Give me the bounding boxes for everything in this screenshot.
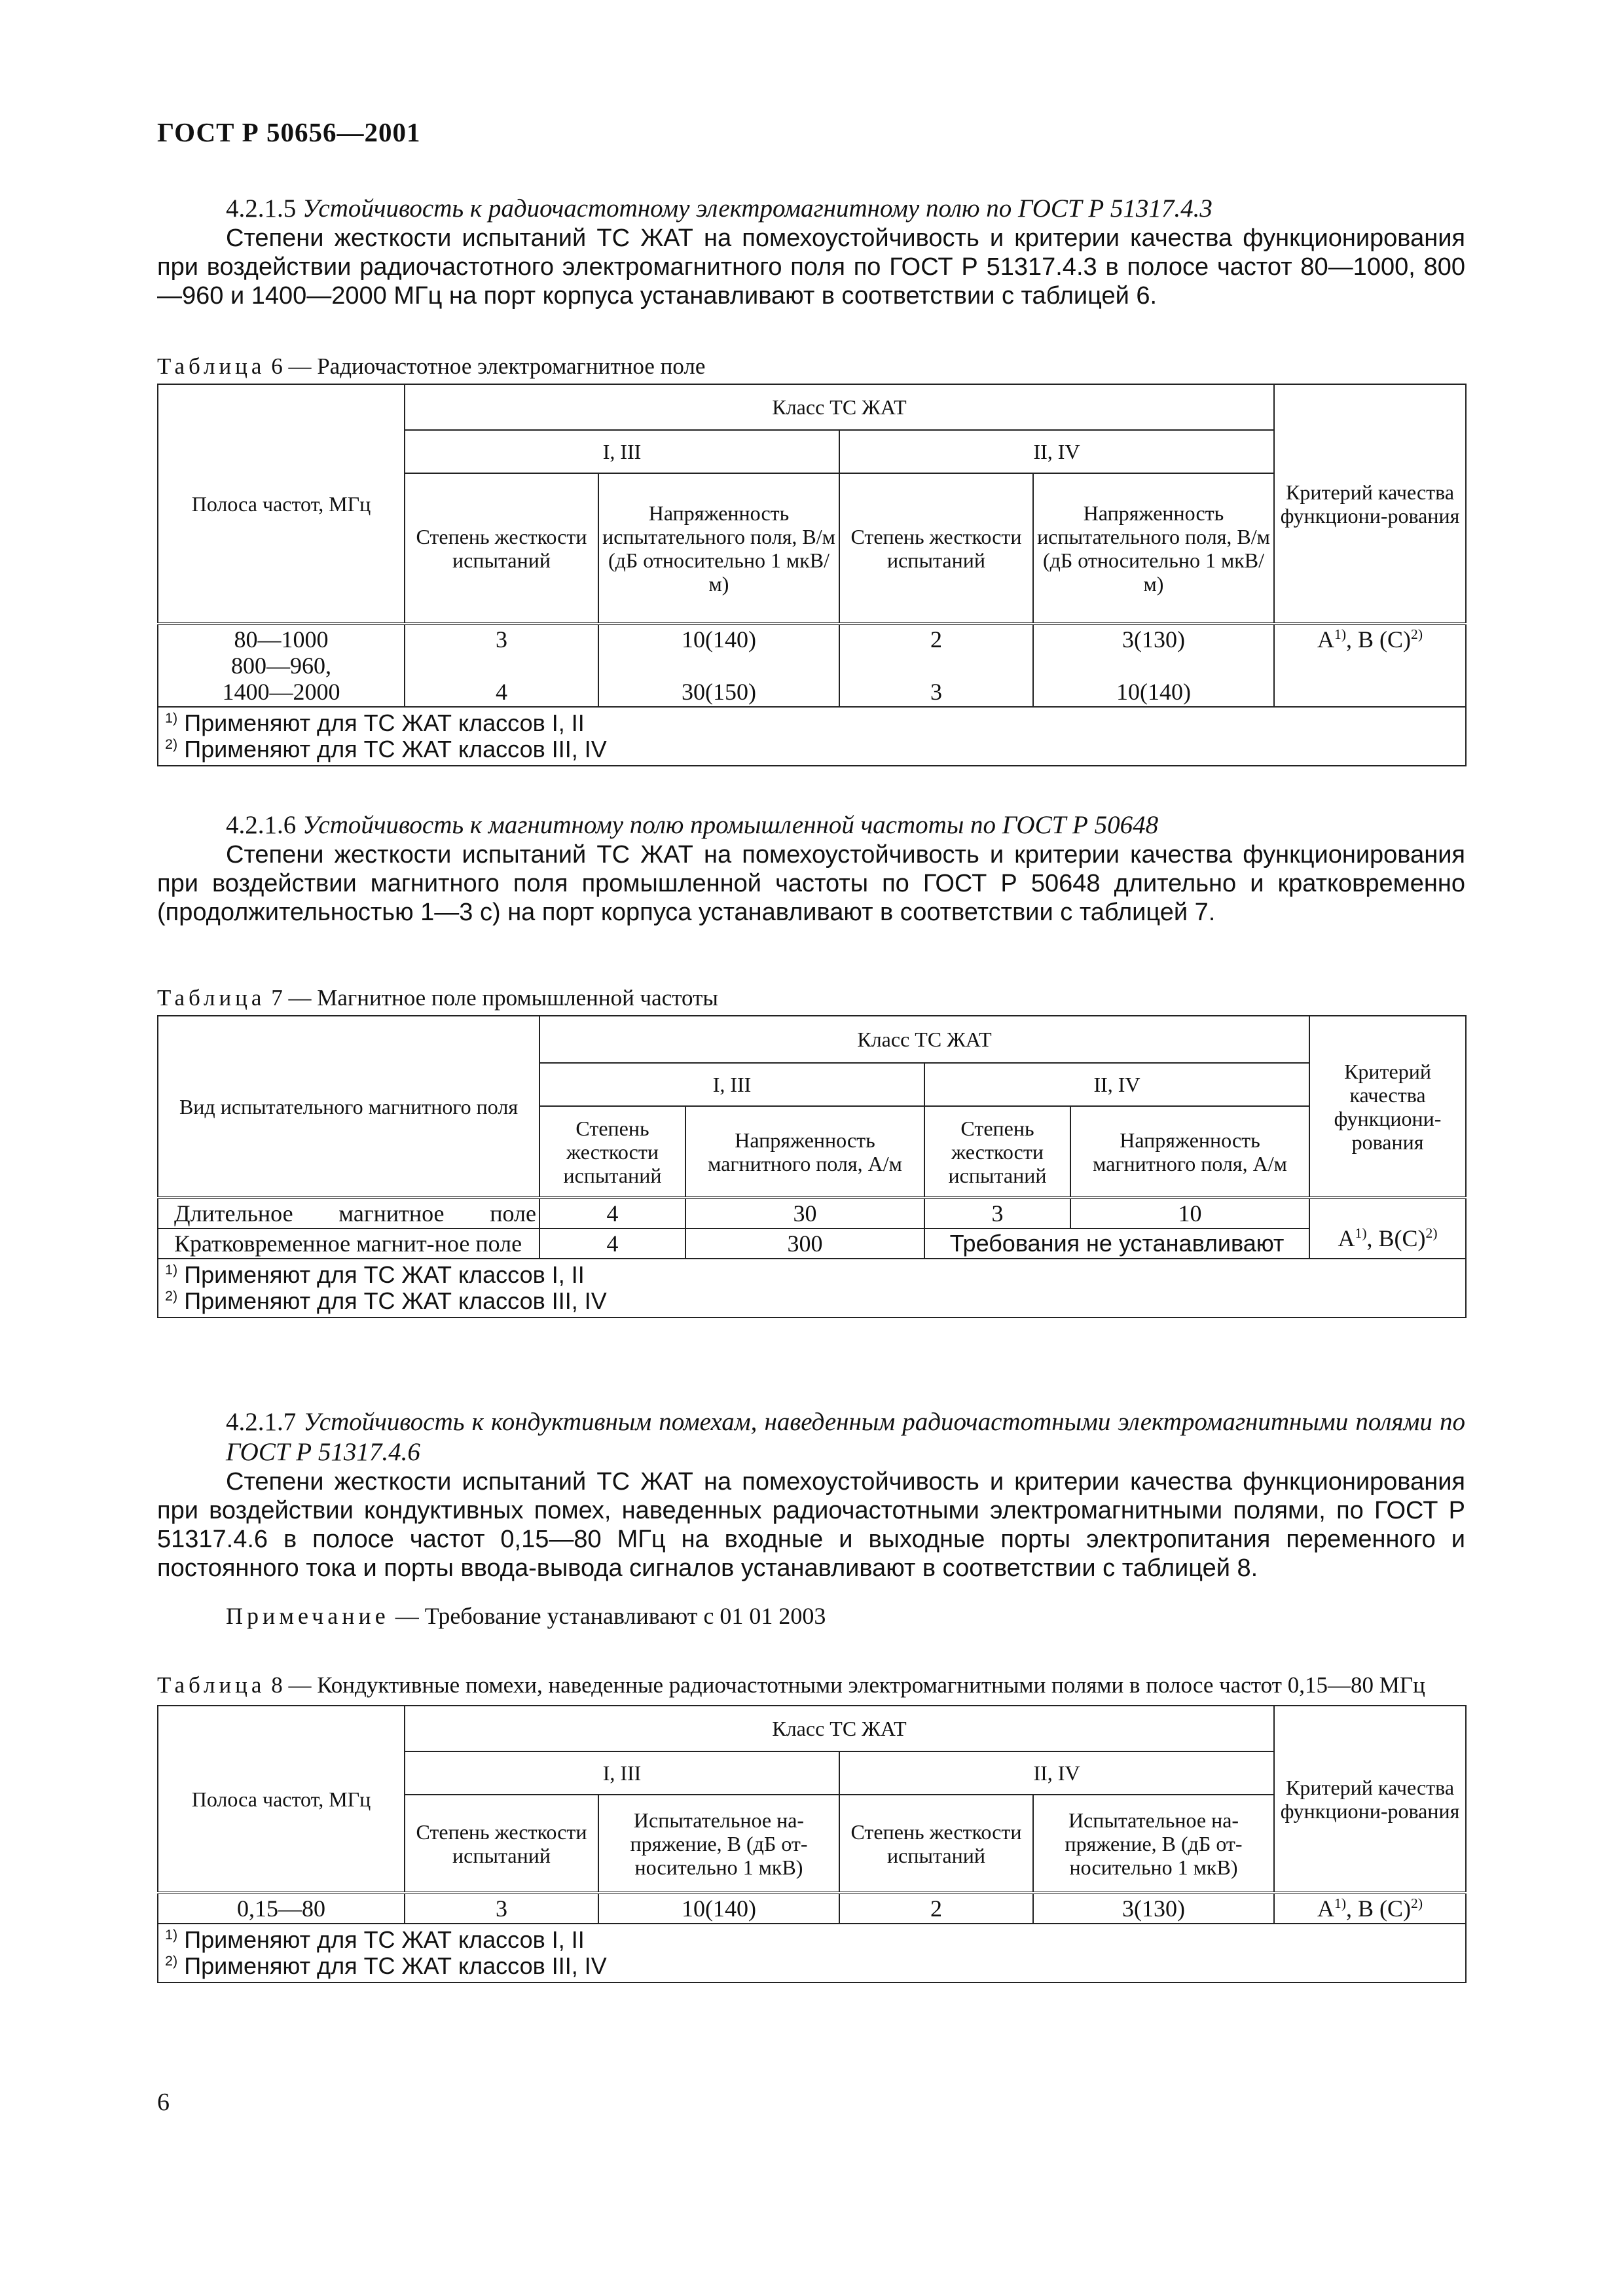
degree-cell: 3: [405, 1893, 598, 1924]
table-8-caption: Таблица 8 — Кондуктивные помехи, наведенные радиочастотными электромагнитными полями в полосе частот 0,15—80 МГц: [157, 1672, 1425, 1698]
table-6-caption: Таблица 6 — Радиочастотное электромагнитное поле: [157, 353, 706, 379]
header-criterion: Критерий качества функциони-рования: [1309, 1016, 1466, 1198]
row-label: Длительное магнитное поле: [158, 1198, 539, 1229]
header-degree: Степень жесткости испытаний: [924, 1106, 1070, 1198]
criterion-cell: $А^{1)}$, В $(С)^{2)}$: [1274, 624, 1466, 707]
table-6: [157, 384, 1467, 766]
criterion-cell: $А^{1)}$, В $(С)^{2)}$: [1274, 1893, 1466, 1924]
degree-cell: 2 3: [839, 624, 1033, 707]
header-band: Полоса частот, МГц: [158, 1706, 405, 1893]
section-4-2-1-7: [157, 1407, 1465, 1630]
header-degree: Степень жесткости испытаний: [405, 473, 598, 624]
strength-cell: 300: [685, 1229, 924, 1259]
table-footnotes: [158, 1259, 1466, 1318]
table-8-block: [157, 1672, 1465, 1983]
header-kind: Вид испытательного магнитного поля: [158, 1016, 539, 1198]
header-group-1: I, III: [539, 1063, 924, 1106]
header-degree: Степень жесткости испытаний: [405, 1795, 598, 1893]
header-class: Класс ТС ЖАТ: [539, 1016, 1309, 1063]
header-voltage: Испытательное на-пряжение, В (дБ от-носительно 1 мкВ): [1033, 1795, 1274, 1893]
table-row: [158, 1893, 1466, 1924]
strength-cell: 10(140) 30(150): [598, 624, 839, 707]
merged-cell: Требования не устанавливают: [924, 1229, 1309, 1259]
note: Примечание — Требование устанавливают с 01 01 2003: [226, 1603, 826, 1629]
table-footnotes: [158, 707, 1466, 766]
header-degree: Степень жесткости испытаний: [839, 1795, 1033, 1893]
header-strength: Напряженность испытательного поля, В/м (дБ относительно 1 мкВ/м): [1033, 473, 1274, 624]
header-strength: Напряженность магнитного поля, А/м: [685, 1106, 924, 1198]
header-class: Класс ТС ЖАТ: [405, 1706, 1274, 1751]
degree-cell: 4: [539, 1198, 685, 1229]
table-7: [157, 1015, 1467, 1318]
strength-cell: 3(130) 10(140): [1033, 624, 1274, 707]
header-band: Полоса частот, МГц: [158, 384, 405, 624]
table-8: [157, 1705, 1467, 1983]
table-row: [158, 1229, 1466, 1259]
degree-cell: 2: [839, 1893, 1033, 1924]
degree-cell: 3: [924, 1198, 1070, 1229]
header-degree: Степень жесткости испытаний: [539, 1106, 685, 1198]
section-heading: 4.2.1.7 Устойчивость к кондуктивным помехам, наведенным радиочастотными электромагнитными полями по ГОСТ Р 51317.4.6: [226, 1408, 1466, 1466]
section-text: Степени жесткости испытаний ТС ЖАТ на помехоустойчивость и критерии качества функционирования при воздействии кондуктивных помех, наведенных радиочастотными электромагнитными полями, по ГОСТ Р 51317.4.6 в полосе частот 0,15—80 МГц на входные и выходные порты электропитания переменного и постоянного тока и порты ввода-вывода сигналов устанавливают в соответствии с таблицей 8.: [157, 1468, 1465, 1582]
table-row: [158, 1198, 1466, 1229]
degree-cell: 3 4: [405, 624, 598, 707]
footnote-2: $^{2)}$ Применяют для ТС ЖАТ классов III, IV: [165, 1952, 607, 1979]
degree-cell: 4: [539, 1229, 685, 1259]
section-heading: 4.2.1.5 Устойчивость к радиочастотному электромагнитному полю по ГОСТ Р 51317.4.3: [226, 194, 1213, 223]
header-group-1: I, III: [405, 1751, 839, 1795]
table-6-block: [157, 353, 1465, 766]
table-row: [158, 624, 1466, 707]
table-7-block: [157, 985, 1465, 1318]
footnote-2: $^{2)}$ Применяют для ТС ЖАТ классов III, IV: [165, 1287, 607, 1314]
strength-cell: 10: [1070, 1198, 1309, 1229]
criterion-cell: $А^{1)}$, $В(С)^{2)}$: [1309, 1198, 1466, 1259]
band-cell: 0,15—80: [158, 1893, 405, 1924]
voltage-cell: 3(130): [1033, 1893, 1274, 1924]
row-label: Кратковременное магнит-ное поле: [158, 1229, 539, 1259]
section-text: Степени жесткости испытаний ТС ЖАТ на помехоустойчивость и критерии качества функционирования при воздействии магнитного поля промышленной частоты по ГОСТ Р 50648 длительно и кратковременно (продолжительностью 1—3 с) на порт корпуса устанавливают в соответствии с таблицей 7.: [157, 841, 1465, 926]
table-footnotes: [158, 1924, 1466, 1982]
header-class: Класс ТС ЖАТ: [405, 384, 1274, 430]
page-number: 6: [157, 2089, 170, 2116]
section-heading: 4.2.1.6 Устойчивость к магнитному полю промышленной частоты по ГОСТ Р 50648: [226, 811, 1159, 839]
header-criterion: Критерий качества функциони-рования: [1274, 1706, 1466, 1893]
footnote-1: $^{1)}$ Применяют для ТС ЖАТ классов I, II: [165, 709, 585, 736]
strength-cell: 30: [685, 1198, 924, 1229]
footnote-2: $^{2)}$ Применяют для ТС ЖАТ классов III, IV: [165, 736, 607, 762]
header-group-2: II, IV: [924, 1063, 1309, 1106]
document-code: ГОСТ Р 50656—2001: [157, 117, 421, 147]
table-7-caption: Таблица 7 — Магнитное поле промышленной частоты: [157, 985, 718, 1011]
header-degree: Степень жесткости испытаний: [839, 473, 1033, 624]
section-text: Степени жесткости испытаний ТС ЖАТ на помехоустойчивость и критерии качества функционирования при воздействии радиочастотного электромагнитного поля по ГОСТ Р 51317.4.3 в полосе частот 80—1000, 800—960 и 1400—2000 МГц на порт корпуса устанавливают в соответствии с таблицей 6.: [157, 224, 1465, 310]
header-group-2: II, IV: [839, 1751, 1274, 1795]
header-criterion: Критерий качества функциони-рования: [1274, 384, 1466, 624]
footnote-1: $^{1)}$ Применяют для ТС ЖАТ классов I, II: [165, 1261, 585, 1288]
footnote-1: $^{1)}$ Применяют для ТС ЖАТ классов I, II: [165, 1926, 585, 1953]
header-group-2: II, IV: [839, 430, 1274, 473]
section-4-2-1-6: [157, 810, 1465, 927]
section-4-2-1-5: [157, 194, 1465, 310]
band-cell: 80—1000 800—960, 1400—2000: [158, 624, 405, 707]
header-voltage: Испытательное на-пряжение, В (дБ от-носительно 1 мкВ): [598, 1795, 839, 1893]
voltage-cell: 10(140): [598, 1893, 839, 1924]
header-group-1: I, III: [405, 430, 839, 473]
header-strength: Напряженность испытательного поля, В/м (дБ относительно 1 мкВ/м): [598, 473, 839, 624]
header-strength: Напряженность магнитного поля, А/м: [1070, 1106, 1309, 1198]
